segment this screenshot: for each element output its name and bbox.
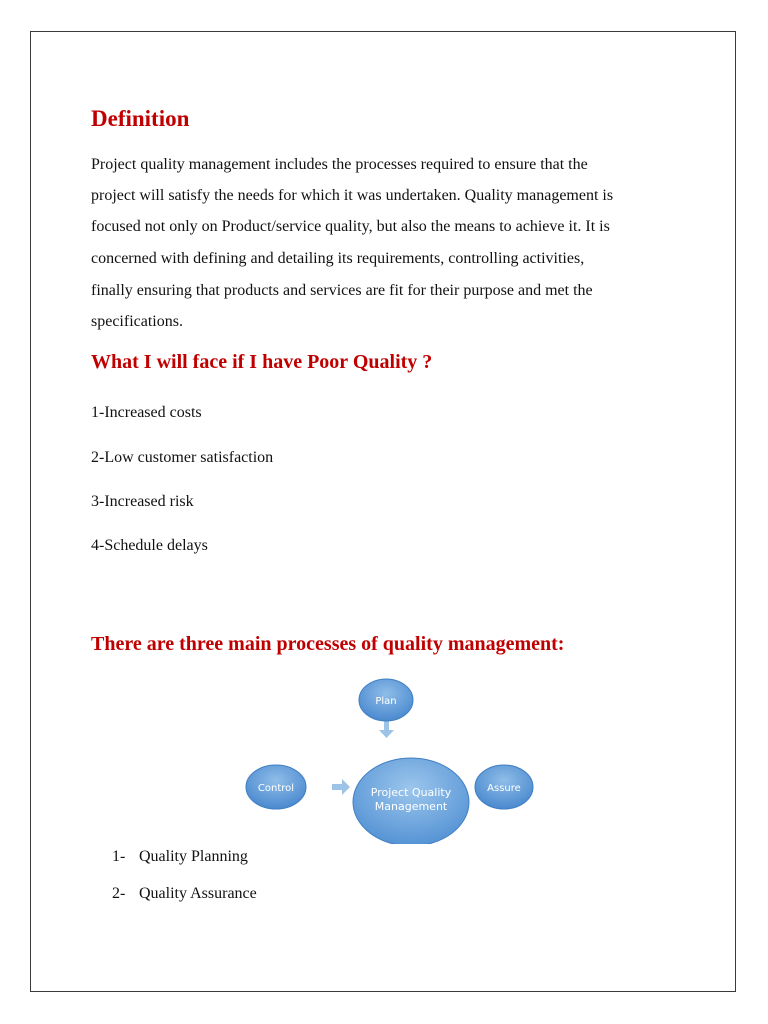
poor-quality-heading: What I will face if I have Poor Quality ? bbox=[91, 351, 433, 373]
arrow-down-icon bbox=[379, 720, 394, 738]
arrow-right-icon bbox=[332, 779, 350, 795]
list-item: 1-Increased costs bbox=[91, 404, 202, 421]
list-item: 3-Increased risk bbox=[91, 493, 194, 510]
center-node-label: Project Quality bbox=[370, 786, 452, 799]
control-node-label: Control bbox=[257, 783, 295, 794]
list-item bbox=[112, 848, 248, 866]
list-item-number: 1- bbox=[112, 848, 126, 865]
paragraph-line: concerned with defining and detailing its requirements, controlling activities, bbox=[91, 250, 585, 267]
assure-node-label: Assure bbox=[487, 783, 521, 794]
quality-management-diagram bbox=[236, 674, 536, 844]
paragraph-line: finally ensuring that products and services are fit for their purpose and met the bbox=[91, 282, 593, 299]
center-node-label: Management bbox=[374, 800, 448, 813]
processes-heading: There are three main processes of quality management: bbox=[91, 633, 565, 655]
list-item-number: 2- bbox=[112, 885, 126, 902]
paragraph-line: Project quality management includes the processes required to ensure that the bbox=[91, 156, 588, 173]
plan-node-label: Plan bbox=[375, 696, 397, 707]
definition-heading: Definition bbox=[91, 106, 190, 131]
list-item-label: Quality Assurance bbox=[139, 885, 257, 902]
paragraph-line: focused not only on Product/service quality, but also the means to achieve it. It is bbox=[91, 218, 610, 235]
list-item-label: Quality Planning bbox=[139, 848, 248, 865]
paragraph-line: project will satisfy the needs for which it was undertaken. Quality management is bbox=[91, 187, 614, 204]
paragraph-line: specifications. bbox=[91, 313, 183, 330]
document-page bbox=[30, 31, 736, 992]
list-item bbox=[112, 885, 257, 903]
list-item: 4-Schedule delays bbox=[91, 537, 208, 554]
diagram-svg bbox=[236, 674, 536, 844]
list-item: 2-Low customer satisfaction bbox=[91, 449, 274, 466]
